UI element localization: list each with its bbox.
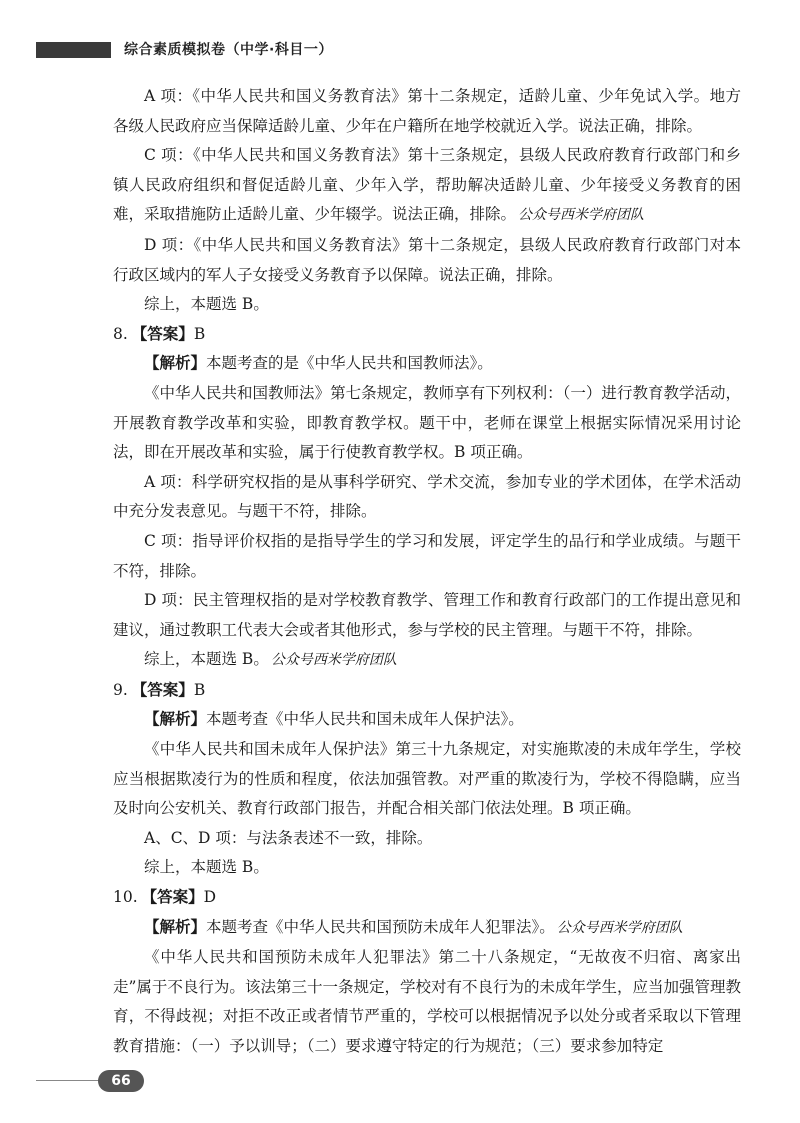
q8-body: 《中华人民共和国教师法》第七条规定，教师享有下列权利：（一）进行教育教学活动，开展教育教学改革和实验，即教育教学权。题干中，老师在课堂上根据实际情况采用讨论法，即在开展改革和实验，属于行使教育教学权。B 项正确。 [113, 383, 741, 462]
q9-number: 9. [113, 680, 128, 699]
q8-number: 8. [113, 324, 128, 343]
answer-tag: 【答案】 [141, 888, 204, 907]
page-number: 66 [98, 1070, 144, 1092]
q9-answer-value: B [193, 680, 206, 699]
q10-answer [113, 883, 741, 913]
q8-analysis: 【解析】本题考查的是《中华人民共和国教师法》。 [144, 354, 493, 373]
answer-tag: 【答案】 [131, 680, 194, 699]
analysis-tag: 【解析】 [144, 354, 207, 373]
q9-answer [113, 676, 741, 706]
watermark-text: 公众号西米学府团队 [270, 652, 397, 669]
header-bar [36, 42, 111, 58]
q7-option-a: A 项：《中华人民共和国义务教育法》第十二条规定，适龄儿童、少年免试入学。地方各级人民政府应当保障适龄儿童、少年在户籍所在地学校就近入学。说法正确，排除。 [113, 87, 741, 135]
watermark-text: 公众号西米学府团队 [556, 919, 683, 936]
q9-options-acd: A、C、D 项：与法条表述不一致，排除。 [144, 828, 433, 847]
q8-option-a: A 项：科学研究权指的是从事科学研究、学术交流，参加专业的学术团体，在学术活动中充分发表意见。与题干不符，排除。 [113, 472, 741, 521]
analysis-tag: 【解析】 [144, 710, 207, 729]
q10-number: 10. [113, 888, 138, 907]
q8-answer-value: B [193, 324, 206, 343]
page-header-title: 综合素质模拟卷（中学·科目一） [124, 42, 333, 58]
q10-analysis: 【解析】本题考查《中华人民共和国预防未成年人犯罪法》。 公众号西米学府团队 [144, 917, 683, 936]
q8-option-c: C 项：指导评价权指的是指导学生的学习和发展，评定学生的品行和学业成绩。与题干不符，排除。 [113, 531, 741, 580]
analysis-tag: 【解析】 [144, 917, 207, 936]
q9-body: 《中华人民共和国未成年人保护法》第三十九条规定，对实施欺凌的未成年学生，学校应当根据欺凌行为的性质和程度，依法加强管教。对严重的欺凌行为，学校不得隐瞒，应当及时向公安机关、教育行政部门报告，并配合相关部门依法处理。B 项正确。 [113, 740, 741, 818]
q7-option-c: C 项：《中华人民共和国义务教育法》第十三条规定，县级人民政府教育行政部门和乡镇人民政府组织和督促适龄儿童、少年入学，帮助解决适龄儿童、少年接受义务教育的困难，采取措施防止适龄儿童、少年辍学。说法正确，排除。 公众号西米学府团队 [113, 146, 741, 224]
q7-summary: 综上，本题选 B。 [144, 295, 269, 314]
q8-summary: 综上，本题选 B。 公众号西米学府团队 [144, 650, 397, 669]
q8-answer [113, 320, 741, 350]
q8-option-d: D 项：民主管理权指的是对学校教育教学、管理工作和教育行政部门的工作提出意见和建议，通过教职工代表大会或者其他形式，参与学校的民主管理。与题干不符，排除。 [113, 591, 741, 639]
q10-answer-value: D [203, 888, 217, 907]
q7-option-d: D 项：《中华人民共和国义务教育法》第十二条规定，县级人民政府教育行政部门对本行政区域内的军人子女接受义务教育予以保障。说法正确，排除。 [113, 235, 741, 284]
q9-summary: 综上，本题选 B。 [144, 858, 269, 877]
q10-body: 《中华人民共和国预防未成年人犯罪法》第二十八条规定，“无故夜不归宿、离家出走”属于不良行为。该法第三十一条规定，学校对有不良行为的未成年学生，应当加强管理教育，不得歧视；对拒不改正或者情节严重的，学校可以根据情况予以处分或者采取以下管理教育措施：（一）予以训导；（二）要求遵守特定的行为规范；（三）要求参加特定 [113, 948, 741, 1055]
answer-tag: 【答案】 [131, 324, 194, 343]
q9-analysis: 【解析】本题考查《中华人民共和国未成年人保护法》。 [144, 710, 524, 729]
page-content [113, 82, 741, 1062]
watermark-text: 公众号西米学府团队 [518, 207, 645, 224]
